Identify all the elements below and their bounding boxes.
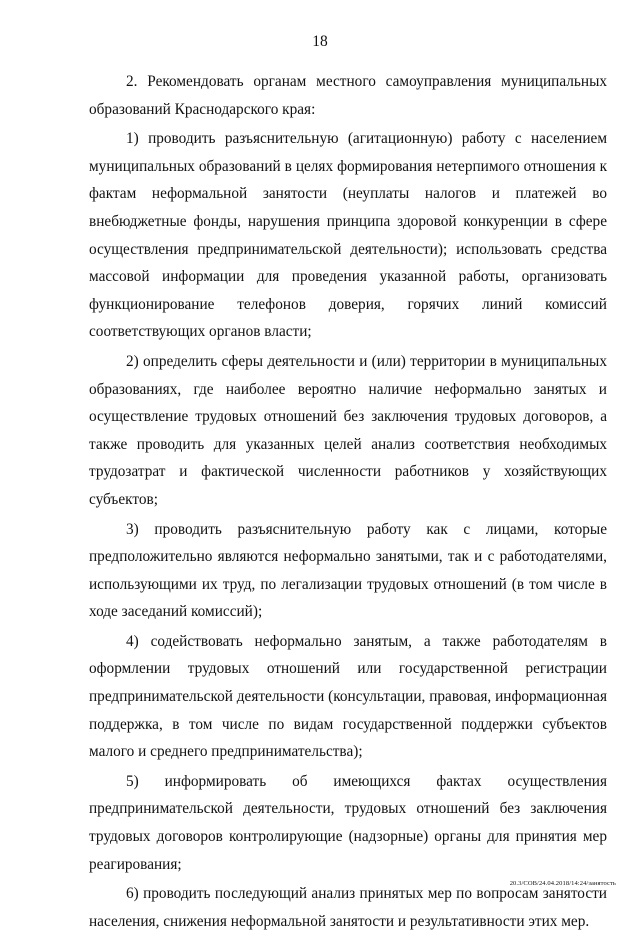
page-number: 18 (312, 33, 328, 50)
paragraph-recommendation: 2. Рекомендовать органам местного самоуправления муниципальных образований Краснодарского края: (89, 73, 607, 118)
paragraph-item-1: 1) проводить разъяснительную (агитационную) работу с населением муниципальных образований в целях формирования нетерпимого отношения к фактам неформальной занятости (неуплаты налогов и платежей во внебюджетные фонды, нарушения принципа здоровой конкуренции в сфере осуществления предпринимательской деятельности); использовать средства массовой информации для проведения указанной работы, организовать функционирование телефонов доверия, горячих линий комиссий соответствующих органов власти; (89, 130, 607, 341)
paragraph-item-6: 6) проводить последующий анализ принятых мер по вопросам занятости населения, снижения неформальной занятости и результативности этих мер. (89, 885, 607, 930)
paragraph-item-3: 3) проводить разъяснительную работу как с лицами, которые предположительно являются неформально занятыми, так и с работодателями, использующими их труд, по легализации трудовых отношений (в том числе в ходе заседаний комиссий); (89, 520, 607, 621)
paragraph-item-4: 4) содействовать неформально занятым, а также работодателям в оформлении трудовых отношений или государственной регистрации предпринимательской деятельности (консультации, правовая, информационная поддержка, в том числе по видам государственной поддержки субъектов малого и среднего предпринимательства); (89, 632, 608, 761)
document-body (89, 68, 607, 937)
paragraph-item-5: 5) информировать об имеющихся фактах осуществления предпринимательской деятельности, трудовых отношений без заключения трудовых договоров контролирующие (надзорные) органы для принятия мер реагирования; (89, 772, 607, 873)
document-footer-code: 20.3/СОВ/24.04.2018/14:24/занятость (509, 880, 616, 887)
paragraph-item-2: 2) определить сферы деятельности и (или) территории в муниципальных образованиях, где наиболее вероятно наличие неформально занятых и осуществление трудовых отношений без заключения трудовых договоров, а также проводить для указанных целей анализ соответствия необходимых трудозатрат и фактической численности работников у хозяйствующих субъектов; (89, 352, 607, 508)
